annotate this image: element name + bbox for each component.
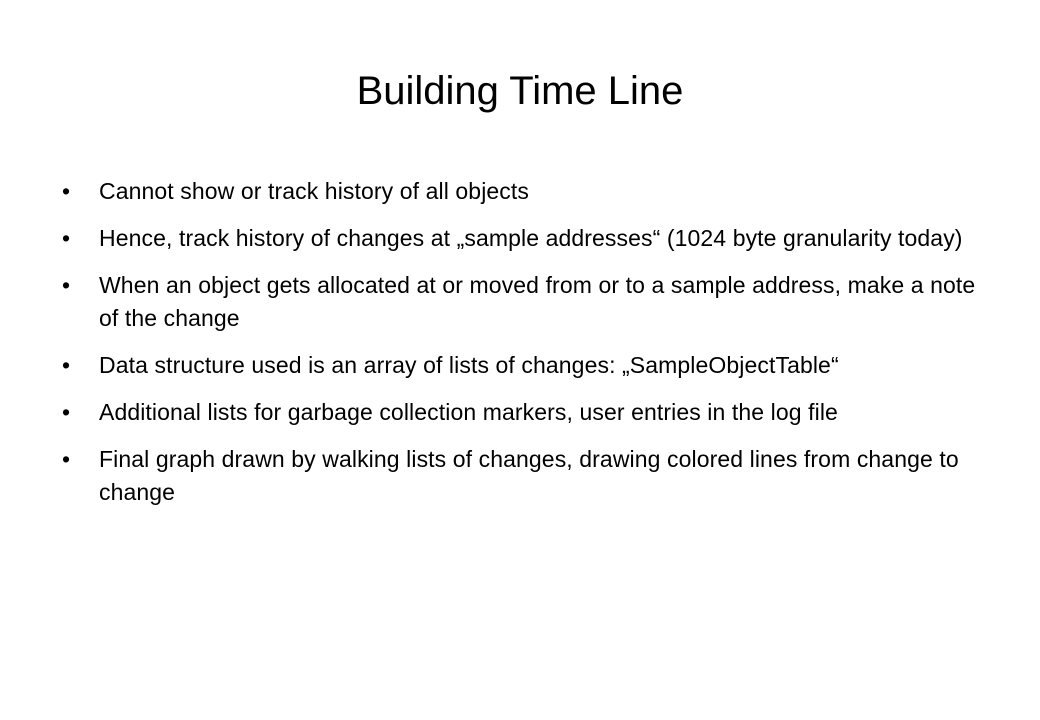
bullet-text: Cannot show or track history of all objects	[99, 178, 529, 204]
bullet-icon: •	[62, 399, 71, 425]
bullet-item	[62, 443, 982, 509]
bullet-item	[62, 349, 982, 382]
bullet-text: Final graph drawn by walking lists of changes, drawing colored lines from change to change	[99, 446, 959, 505]
bullet-list	[62, 175, 982, 523]
slide-title: Building Time Line	[356, 69, 684, 113]
bullet-icon: •	[62, 352, 71, 378]
bullet-icon: •	[62, 446, 71, 472]
bullet-text: Data structure used is an array of lists of changes: „SampleObjectTable“	[99, 352, 839, 378]
bullet-icon: •	[62, 178, 71, 204]
bullet-text: Hence, track history of changes at „sample addresses“ (1024 byte granularity today)	[99, 225, 963, 251]
bullet-item	[62, 222, 982, 255]
bullet-icon: •	[62, 272, 71, 298]
bullet-item	[62, 269, 982, 335]
bullet-text: Additional lists for garbage collection markers, user entries in the log file	[99, 399, 838, 425]
bullet-icon: •	[62, 225, 71, 251]
bullet-item	[62, 175, 982, 208]
bullet-item	[62, 396, 982, 429]
bullet-text: When an object gets allocated at or moved from or to a sample address, make a note of the change	[99, 272, 976, 331]
